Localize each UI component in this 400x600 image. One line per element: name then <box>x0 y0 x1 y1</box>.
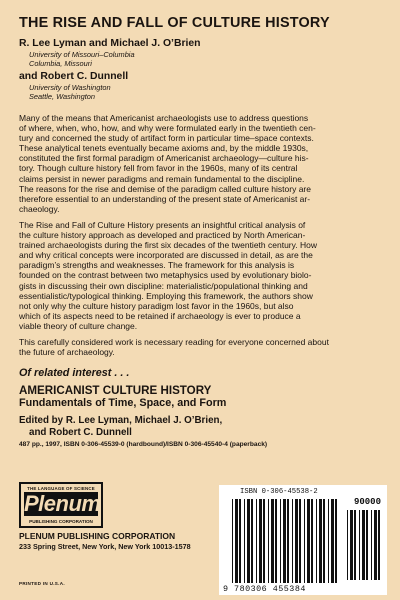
printed-in: PRINTED IN U.S.A. <box>19 581 65 586</box>
description-paragraph-3 <box>19 337 385 357</box>
ean-number: 9 780306 455384 <box>223 584 306 594</box>
barcode-bar <box>331 499 334 583</box>
barcode-bar <box>316 499 317 583</box>
description-paragraph-1 <box>19 113 385 214</box>
text-line: trained archaeologists during the first six decades of the twentieth century. How <box>19 240 317 251</box>
text-line: Many of the means that Americanist archaeologists use to address questions <box>19 113 309 123</box>
text-line: which of its aspects need to be retained if archaeology is ever to produce a <box>19 310 301 321</box>
related-heading: Of related interest . . . <box>19 367 130 380</box>
text-line: tury and concerned the study of artifact form in particular time–space contexts. <box>19 133 314 144</box>
related-editors-cont: and Robert C. Dunnell <box>29 427 132 439</box>
author-block-1 <box>19 38 385 68</box>
author-affiliation: University of Washington <box>29 83 111 92</box>
logo-subline: PUBLISHING CORPORATION <box>29 519 93 524</box>
price-code: 90000 <box>353 497 381 507</box>
barcode-bar <box>287 499 289 583</box>
barcode-bar <box>235 499 238 583</box>
back-cover-text <box>19 14 385 449</box>
barcode-bar <box>275 499 277 583</box>
text-line: These analytical tenets eventually became axioms and, by the middle 1930s, <box>19 143 309 154</box>
barcode-bar <box>271 499 274 583</box>
barcode-bar <box>307 499 310 583</box>
logo-wordmark: Plenum <box>24 491 101 516</box>
author-names: and Robert C. Dunnell <box>19 71 129 82</box>
text-line: constituted the first formal paradigm of Americanist archaeology—culture his- <box>19 153 309 164</box>
publisher-address: 233 Spring Street, New York, New York 10013-1578 <box>19 542 191 551</box>
barcode-bar <box>328 499 329 583</box>
barcode-bar <box>247 499 250 583</box>
barcode-bar <box>239 499 241 583</box>
barcode-bar <box>304 499 305 583</box>
barcode-bar <box>371 510 372 580</box>
barcode-bar <box>299 499 301 583</box>
author-names: R. Lee Lyman and Michael J. O’Brien <box>19 38 201 49</box>
text-line: claims persist in newer paradigms and remain fundamental to the discipline. <box>19 173 305 184</box>
book-title: THE RISE AND FALL OF CULTURE HISTORY <box>19 15 330 31</box>
text-line: essentialistic/typological thinking. Employing this framework, the authors show <box>19 290 313 301</box>
text-line: The Rise and Fall of Culture History presents an insightful critical analysis of <box>19 219 306 230</box>
addon-bars <box>347 510 383 580</box>
related-book-subtitle: Fundamentals of Time, Space, and Form <box>19 397 227 410</box>
text-line: tory. Though culture history fell from favor in the 1960s, many of its central <box>19 163 298 174</box>
author-location: Columbia, Missouri <box>29 59 92 68</box>
author-location: Seattle, Washington <box>29 92 96 101</box>
author-block-2 <box>19 71 385 101</box>
barcode-bar <box>280 499 281 583</box>
related-editors: Edited by R. Lee Lyman, Michael J. O’Brien, <box>19 415 223 427</box>
barcode <box>219 485 387 595</box>
text-line: founded on the contrast between two metaphysics used by evolutionary biolo- <box>19 270 312 281</box>
barcode-bar <box>295 499 298 583</box>
barcode-bar <box>256 499 257 583</box>
text-line: not only why the culture history paradigm lost favor in the 1960s, but also <box>19 300 294 311</box>
barcode-bar <box>244 499 245 583</box>
barcode-bar <box>268 499 269 583</box>
barcode-bar <box>362 510 365 580</box>
barcode-bar <box>350 510 353 580</box>
logo-tagline: THE LANGUAGE OF SCIENCE <box>27 486 95 491</box>
barcode-bar <box>319 499 322 583</box>
text-line: the future of archaeology. <box>19 347 115 358</box>
barcode-bar <box>323 499 325 583</box>
text-line: the culture history approach as developed and practiced by North American- <box>19 230 306 241</box>
publisher-name: PLENUM PUBLISHING CORPORATION <box>19 531 176 541</box>
text-line: The reasons for the rise and demise of the paradigm called culture history are <box>19 183 311 194</box>
plenum-logo <box>19 482 103 528</box>
isbn-label: ISBN 0-306-45538-2 <box>240 488 318 496</box>
related-book-title: AMERICANIST CULTURE HISTORY <box>19 384 212 398</box>
text-line: chaeology. <box>19 203 60 214</box>
related-pub-info: 487 pp., 1997, ISBN 0-306-45539-0 (hardbound)/ISBN 0-306-45540-4 (paperback) <box>19 441 268 449</box>
text-line: of where, when, who, how, and why were formulated early in the twentieth cen- <box>19 123 316 134</box>
barcode-bar <box>359 510 360 580</box>
barcode-bar <box>366 510 368 580</box>
barcode-bar <box>354 510 356 580</box>
barcode-bar <box>232 499 233 583</box>
barcode-bar <box>378 510 380 580</box>
barcode-bar <box>263 499 265 583</box>
author-affiliation: University of Missouri–Columbia <box>29 50 135 59</box>
barcode-bar <box>347 510 348 580</box>
text-line: gists in discussing their own discipline: materialistic/populational thinking and <box>19 280 308 291</box>
text-line: therefore essential to an understanding of the present state of Americanist ar- <box>19 193 311 204</box>
description-paragraph-2 <box>19 220 385 331</box>
barcode-bar <box>259 499 262 583</box>
barcode-bar <box>311 499 313 583</box>
ean-bars <box>232 499 340 583</box>
barcode-bar <box>374 510 377 580</box>
barcode-bar <box>283 499 286 583</box>
text-line: This carefully considered work is necessary reading for everyone concerned about <box>19 336 329 347</box>
barcode-bar <box>251 499 253 583</box>
barcode-bar <box>335 499 337 583</box>
barcode-bar <box>292 499 293 583</box>
text-line: and why critical concepts were incorporated are discussed in detail, as are the <box>19 250 313 261</box>
text-line: paradigm’s strengths and weaknesses. The framework for this analysis is <box>19 260 295 271</box>
text-line: viable theory of culture change. <box>19 320 138 331</box>
